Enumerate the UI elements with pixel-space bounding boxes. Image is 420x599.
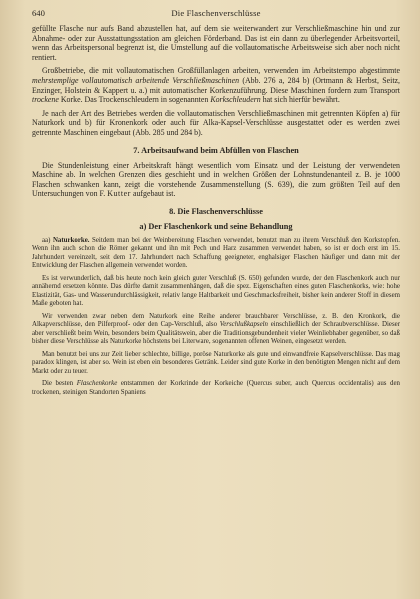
paragraph-korkeiche: Die besten Flaschenkorke entstammen der Korkrinde der Korkeiche (Quercus suber, auch Quercus occidentalis) aus den trockenen, steinigen Standorten Spaniens — [32, 380, 400, 396]
paragraph-alternatives: Wir verwenden zwar neben dem Naturkork eine Reihe anderer brauchbarer Verschlüsse, z. B. den Kronkork, die Alkapverschlüsse, den Pilferproof- oder den Cap-Verschluß, also Verschlußkapseln einschließlich der Schraubverschlüsse. Dieser aber verschließt beim Wein, besonders beim Qualitätswein, aber die Traditionsgebundenheit vieler Weinliebhaber gegenüber, so daß bisher diese Verschlüsse als Naturkorke höchstens bei Literware, sogenannten offenen Weinen, eingesetzt werden. — [32, 312, 400, 346]
section-heading-8: 8. Die Flaschenverschlüsse — [169, 206, 263, 216]
paragraph-1: gefüllte Flasche nur aufs Band abzustellen hat, auf dem sie weiterwandert zur Verschließmaschine hin und zur Abnahme- oder zur Ausstattungsstation am gleichen Förderband. Das ist ein dann zu überlegender Arbeitsvorteil, wenn das Arbeitspersonal begrenzt ist, die Umstellung auf die vollautomatische Arbeitsweise sich aber noch nicht rentiert. — [32, 24, 400, 62]
page-header — [32, 8, 400, 18]
running-title: Die Flaschenverschlüsse — [171, 8, 261, 18]
section-heading-7: 7. Arbeitsaufwand beim Abfüllen von Flaschen — [133, 145, 299, 155]
paragraph-verschluss: Es ist verwunderlich, daß bis heute noch kein gleich guter Verschluß (S. 650) gefunden wurde, der den Flaschenkork auch nur annähernd ersetzen könnte. Das dürfte damit zusammenhängen, daß die spez. Eigenschaften eines guten Flaschenkorks, wie: hohe Elastizität, Gas- und Wasserundurchlässigkeit, relativ lange Haltbarkeit und Geschmacksfreiheit, bisher kein anderer Stoff in diesem Maße geboten hat. — [32, 274, 400, 308]
paragraph-2: Großbetriebe, die mit vollautomatischen Großfüllanlagen arbeiten, verwenden im Arbeitstempo abgestimmte mehrstemplige vollautomatisch arbeitende Verschließmaschinen (Abb. 276 a, 284 b) (Ortmann & Herbst, Seitz, Enzinger, Holstein & Kappert u. a.) mit automatischer Korkenzuführung. Diese Maschinen fordern zum Transport trockene Korke. Das Trockenschleudern in sogenannten Korkschleudern hat sich hierfür bewährt. — [32, 66, 400, 105]
paragraph-naturkorke: aa) Naturkorke. Seitdem man bei der Weinbereitung Flaschen verwendet, benutzt man zu ihrem Verschluß den Korkstopfen. Wenn ihn auch schon die Römer gekannt und ihn mit Pech und Harz zusammen verwendet haben, so ist er doch erst im 15. Jahrhundert vereinzelt, seit dem 17. Jahrhundert nach Schaffung geeigneter, enghalsiger Flaschen häufiger und dann mit der Entwicklung der Flaschen allgemein verwendet worden. — [32, 236, 401, 270]
paragraph-3: Je nach der Art des Betriebes werden die vollautomatischen Verschließmaschinen mit getrennten Köpfen a) für Naturkork und b) für Kronenkork oder auch für Alka-Kapsel-Verschlüsse ausgestattet oder es werden zwei getrennte Maschinen eingebaut (Abb. 285 und 284 b). — [32, 108, 400, 137]
paragraph-4: Die Stundenleistung einer Arbeitskraft hängt wesentlich vom Einsatz und der Leistung der verwendeten Maschine ab. In welchen Grenzen dies geschieht und in welchen Größen der Lohnstundenanteil z. B. je 1000 Flaschen schwanken kann, zeigt die vorstehende Zusammenstellung (S. 639), die zum größten Teil auf den Untersuchungen von F. Kutter aufgebaut ist. — [32, 160, 400, 199]
paragraph-paradox: Man benutzt bei uns zur Zeit lieber schlechte, billige, poröse Naturkorke als gute und einwandfreie Kapselverschlüsse. Das mag paradox klingen, ist aber so. Wein ist eben ein besonderes Getränk. Leider sind gute Korke in den benötigten Mengen nicht auf dem Markt oder zu teuer. — [32, 350, 400, 375]
subsection-heading-8a: a) Der Flaschenkork und seine Behandlung — [139, 221, 293, 231]
page-number: 640 — [32, 8, 45, 18]
